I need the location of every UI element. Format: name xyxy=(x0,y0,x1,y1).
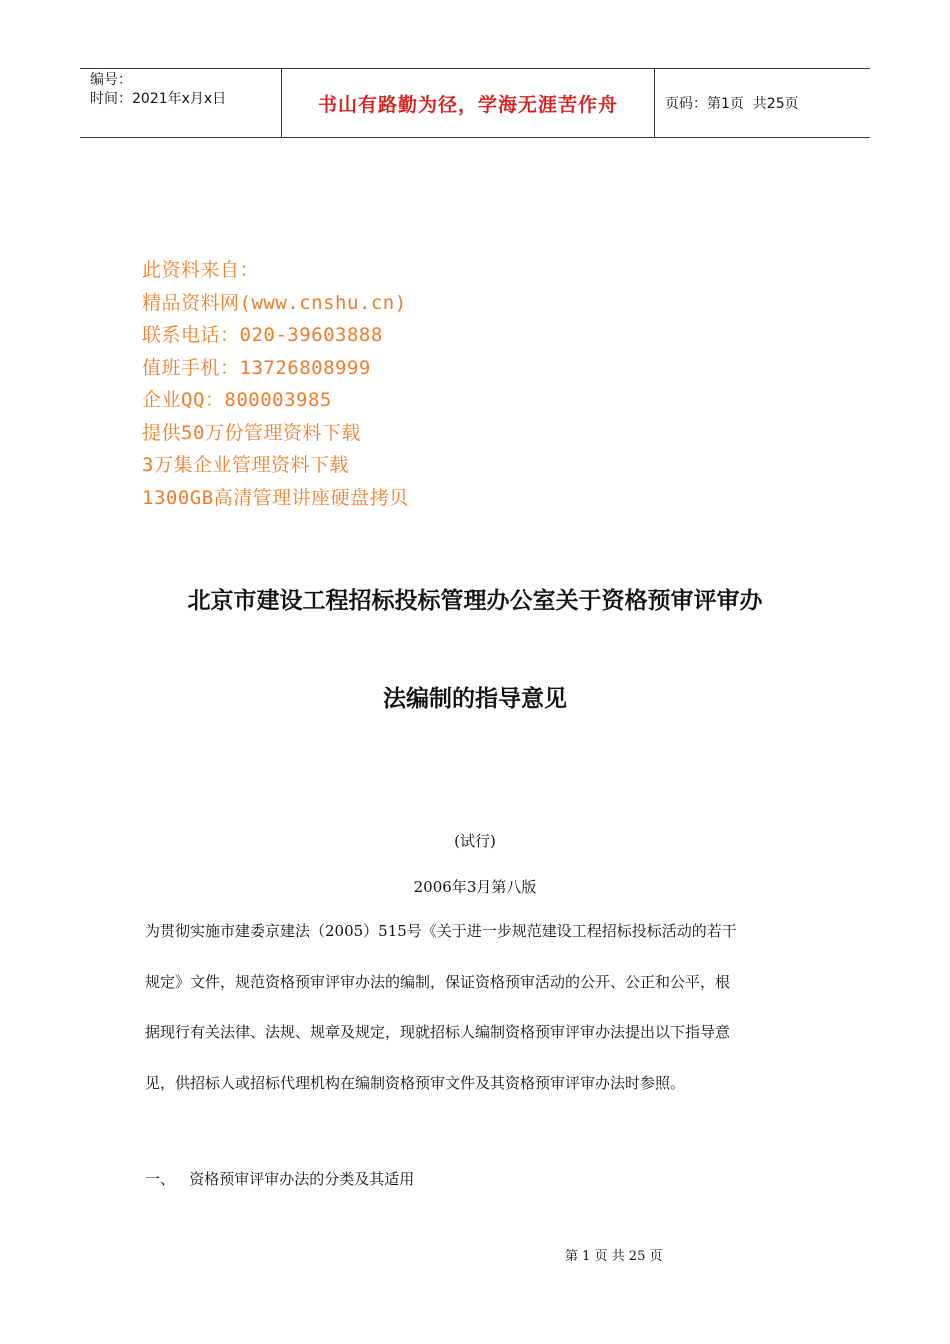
trial-label: (试行) xyxy=(454,832,496,850)
page-header xyxy=(80,68,870,138)
promo-line: 企业QQ：800003985 xyxy=(142,389,332,411)
header-time-label: 时间：2021年x月x日 xyxy=(90,91,227,107)
page-footer: 第 1 页 共 25 页 xyxy=(565,1249,663,1264)
intro-paragraph xyxy=(145,913,800,1115)
promo-block xyxy=(142,254,409,514)
promo-line: 3万集企业管理资料下载 xyxy=(142,454,349,476)
promo-line: 精品资料网(www.cnshu.cn) xyxy=(142,291,407,314)
paragraph-line: 据现行有关法律、法规、规章及规定，现就招标人编制资格预审评审办法提出以下指导意 xyxy=(145,1023,731,1041)
promo-line: 提供50万份管理资料下载 xyxy=(142,421,361,444)
header-meta xyxy=(80,69,282,137)
paragraph-line: 为贯彻实施市建委京建法（2005）515号《关于进一步规范建设工程招标投标活动的若干 xyxy=(145,922,737,940)
header-page-info xyxy=(655,69,870,137)
promo-line: 1300GB高清管理讲座硬盘拷贝 xyxy=(142,486,409,509)
paragraph-line: 见，供招标人或招标代理机构在编制资格预审文件及其资格预审评审办法时参照。 xyxy=(145,1073,686,1092)
paragraph-line: 规定》文件，规范资格预审评审办法的编制，保证资格预审活动的公开、公正和公平，根 xyxy=(145,972,731,991)
edition-label: 2006年3月第八版 xyxy=(413,878,537,896)
header-number-label: 编号： xyxy=(90,72,132,88)
section-heading-1: 一、 资格预审评审办法的分类及其适用 xyxy=(145,1170,415,1188)
promo-line: 此资料来自： xyxy=(142,259,260,281)
promo-line: 联系电话：020-39603888 xyxy=(142,324,383,346)
promo-line: 值班手机：13726808999 xyxy=(142,356,371,379)
header-page-info-text: 页码：第1页 共25页 xyxy=(665,96,799,112)
header-motto: 书山有路勤为径，学海无涯苦作舟 xyxy=(282,69,655,137)
document-title-line2: 法编制的指导意见 xyxy=(383,686,567,712)
document-title-line1: 北京市建设工程招标投标管理办公室关于资格预审评审办 xyxy=(187,588,763,614)
